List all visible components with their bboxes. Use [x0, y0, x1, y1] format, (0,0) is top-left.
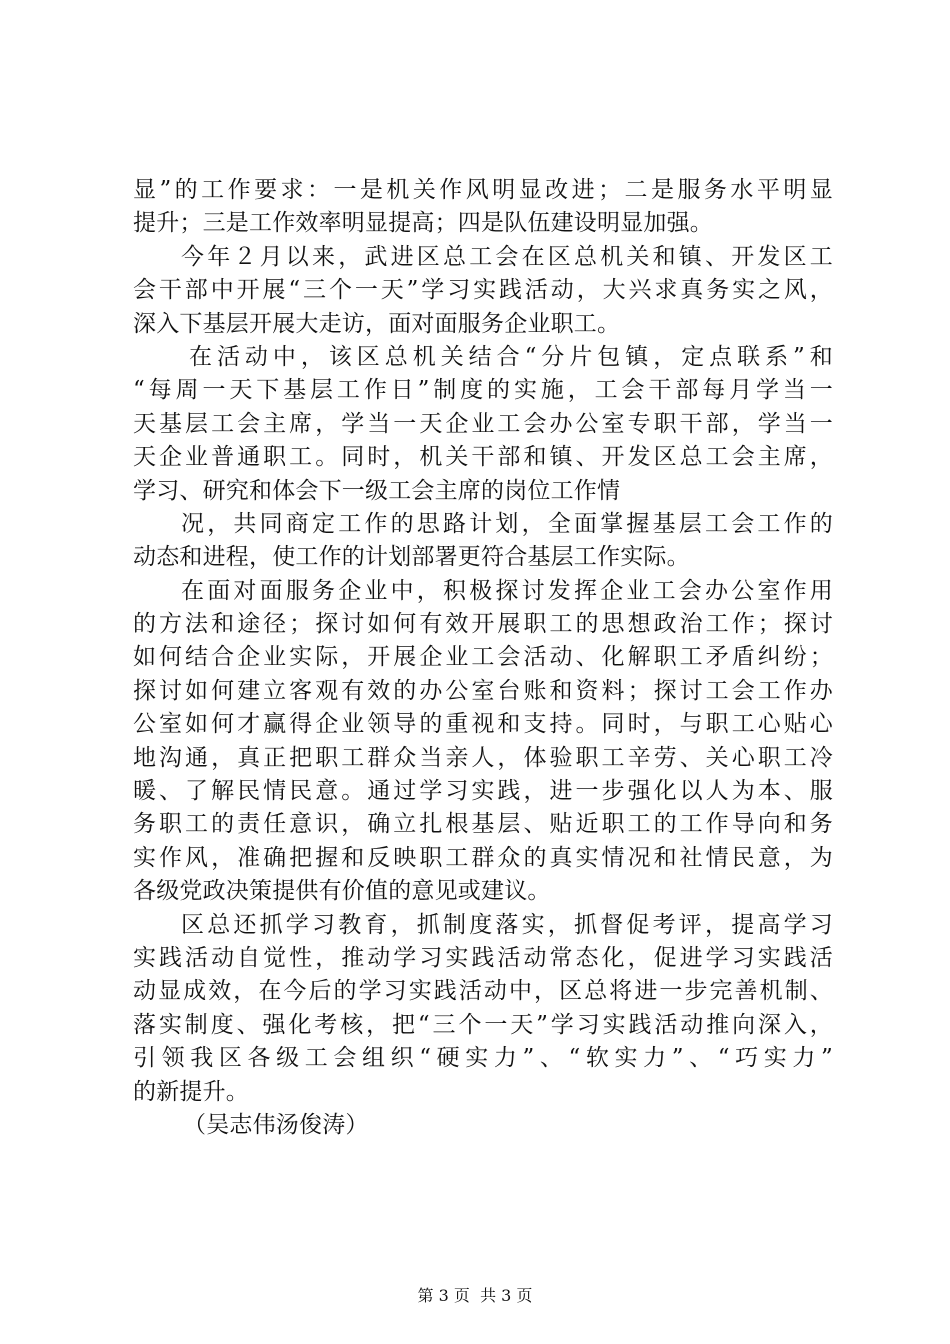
- text-line: 务职工的责任意识，确立扎根基层、贴近职工的工作导向和务: [133, 811, 833, 838]
- page-number-footer: 第 3 页 共 3 页: [417, 1286, 533, 1305]
- text-line: 如何结合企业实际，开展企业工会活动、化解职工矛盾纠纷；: [133, 644, 833, 671]
- text-line: 的新提升。: [133, 1078, 249, 1105]
- text-line: 落实制度、强化考核，把“三个一天”学习实践活动推向深入，: [133, 1011, 833, 1038]
- text-line: 的方法和途径；探讨如何有效开展职工的思想政治工作；探讨: [133, 611, 833, 638]
- text-line: 区总还抓学习教育，抓制度落实，抓督促考评，提高学习: [181, 911, 833, 938]
- text-line: 实践活动自觉性，推动学习实践活动常态化，促进学习实践活: [133, 944, 833, 971]
- text-line: 显”的工作要求：一是机关作风明显改进；二是服务水平明显: [133, 177, 833, 203]
- text-line: 地沟通，真正把职工群众当亲人，体验职工辛劳、关心职工冷: [133, 744, 833, 771]
- text-line: 在面对面服务企业中，积极探讨发挥企业工会办公室作用: [181, 577, 833, 604]
- text-line: 提升；三是工作效率明显提高；四是队伍建设明显加强。: [133, 210, 713, 237]
- text-line: 在活动中，该区总机关结合“分片包镇，定点联系”和: [189, 343, 833, 370]
- text-line: 各级党政决策提供有价值的意见或建议。: [133, 878, 551, 905]
- text-line: 暖、了解民情民意。通过学习实践，进一步强化以人为本、服: [133, 778, 833, 805]
- author-byline: （吴志伟汤俊涛）: [183, 1111, 369, 1138]
- text-line: 况，共同商定工作的思路计划，全面掌握基层工会工作的: [181, 510, 833, 537]
- text-line: 探讨如何建立客观有效的办公室台账和资料；探讨工会工作办: [133, 677, 833, 704]
- text-line: 实作风，准确把握和反映职工群众的真实情况和社情民意，为: [133, 844, 833, 871]
- text-line: 天企业普通职工。同时，机关干部和镇、开发区总工会主席，: [133, 444, 833, 471]
- text-line: 今年２月以来，武进区总工会在区总机关和镇、开发区工: [181, 243, 833, 270]
- text-line: “每周一天下基层工作日”制度的实施，工会干部每月学当一: [133, 377, 833, 404]
- text-line: 学习、研究和体会下一级工会主席的岗位工作情: [133, 477, 621, 504]
- text-line: 天基层工会主席，学当一天企业工会办公室专职干部，学当一: [133, 410, 833, 437]
- text-line: 动态和进程，使工作的计划部署更符合基层工作实际。: [133, 544, 690, 571]
- text-line: 会干部中开展“三个一天”学习实践活动，大兴求真务实之风，: [133, 277, 833, 304]
- document-body: [133, 174, 833, 1142]
- text-line: 动显成效，在今后的学习实践活动中，区总将进一步完善机制、: [133, 978, 833, 1005]
- text-line: 引领我区各级工会组织“硬实力”、“软实力”、“巧实力”: [133, 1045, 833, 1072]
- text-line: 公室如何才赢得企业领导的重视和支持。同时，与职工心贴心: [133, 711, 833, 738]
- text-line: 深入下基层开展大走访，面对面服务企业职工。: [133, 310, 621, 337]
